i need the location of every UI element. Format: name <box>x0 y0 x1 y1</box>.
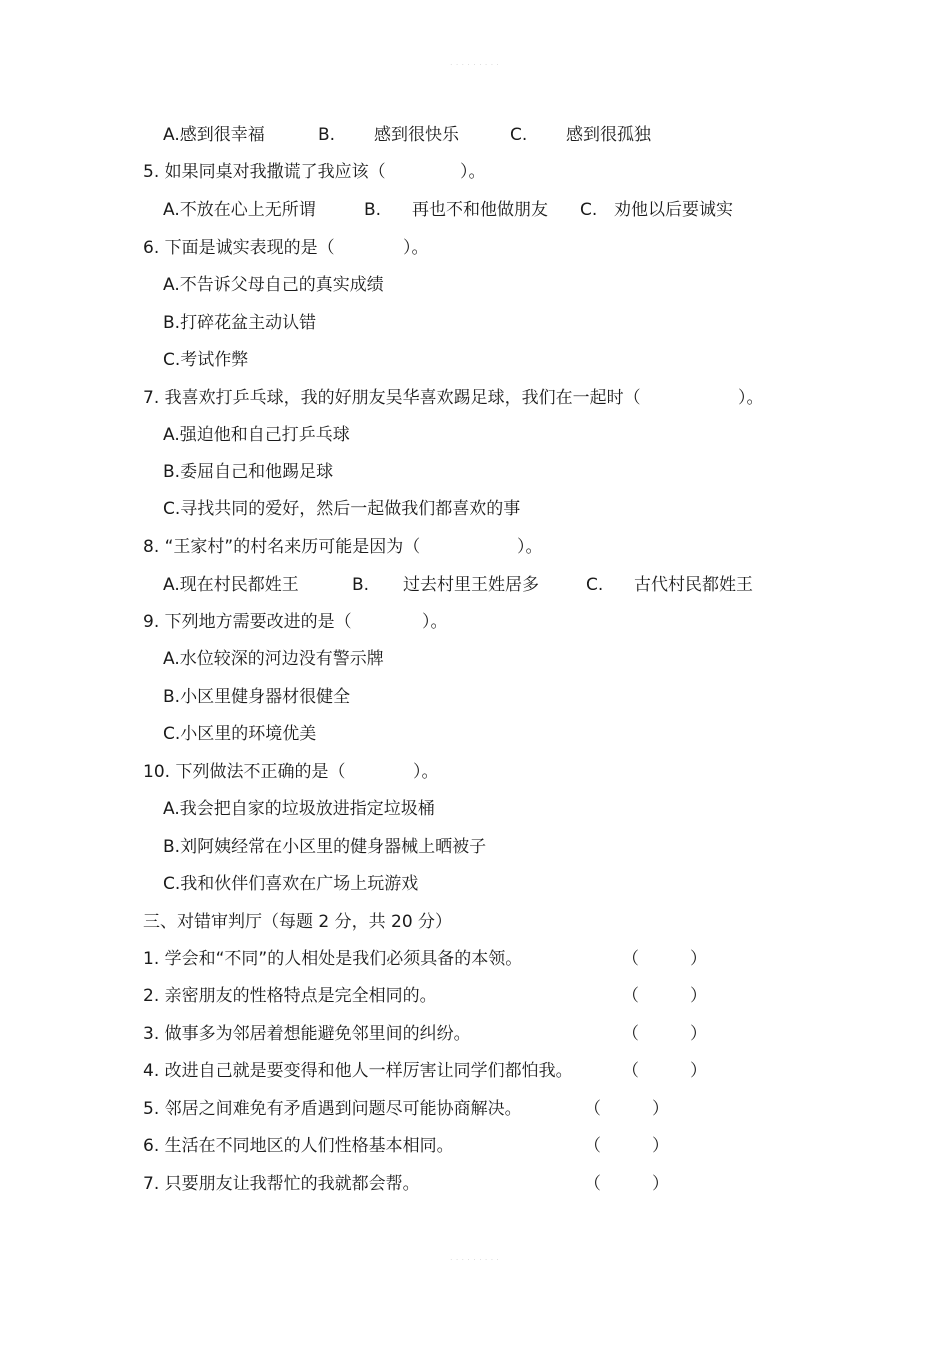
answer-blank-close: ）。 <box>413 762 439 782</box>
question-text: 7. 我喜欢打乒乓球，我的好朋友吴华喜欢踢足球，我们在一起时（ <box>143 388 641 408</box>
question-text: 6. 下面是诚实表现的是（ <box>143 238 335 258</box>
option-text: C.考试作弊 <box>163 350 249 370</box>
option-text: A.我会把自家的垃圾放进指定垃圾桶 <box>163 799 435 819</box>
answer-paren-open: （ <box>622 1061 639 1081</box>
option-b-letter: B. <box>318 125 336 145</box>
option-text: B.小区里健身器材很健全 <box>163 687 351 707</box>
option-b: 过去村里王姓居多 <box>403 575 539 595</box>
statement-text: 6. 生活在不同地区的人们性格基本相同。 <box>143 1136 454 1156</box>
option-c: 劝他以后要诚实 <box>614 200 733 220</box>
option-text: C.寻找共同的爱好，然后一起做我们都喜欢的事 <box>163 499 521 519</box>
statement-text: 1. 学会和“不同”的人相处是我们必须具备的本领。 <box>143 949 523 969</box>
page-bottom-marker: · · · · · · · · · <box>450 1257 500 1264</box>
answer-paren-open: （ <box>584 1136 601 1156</box>
statement-text: 7. 只要朋友让我帮忙的我就都会帮。 <box>143 1174 420 1194</box>
answer-paren-open: （ <box>622 949 639 969</box>
option-text: B.打碎花盆主动认错 <box>163 313 317 333</box>
option-c-letter: C. <box>580 200 598 220</box>
answer-paren-open: （ <box>622 1024 639 1044</box>
option-b-letter: B. <box>352 575 370 595</box>
answer-blank-close: ）。 <box>460 162 486 182</box>
question-text: 10. 下列做法不正确的是（ <box>143 762 346 782</box>
answer-paren-close: ） <box>652 1174 669 1194</box>
option-a: A.不放在心上无所谓 <box>163 200 316 220</box>
option-text: A.水位较深的河边没有警示牌 <box>163 649 384 669</box>
option-a: A.感到很幸福 <box>163 125 265 145</box>
question-text: 8. “王家村”的村名来历可能是因为（ <box>143 537 421 557</box>
option-text: A.不告诉父母自己的真实成绩 <box>163 275 384 295</box>
answer-paren-close: ） <box>652 1136 669 1156</box>
option-c: 古代村民都姓王 <box>634 575 753 595</box>
option-c: 感到很孤独 <box>566 125 651 145</box>
page-top-marker: · · · · · · · · · <box>450 62 500 69</box>
answer-paren-open: （ <box>584 1099 601 1119</box>
option-text: C.小区里的环境优美 <box>163 724 317 744</box>
answer-paren-close: ） <box>690 1024 707 1044</box>
answer-paren-open: （ <box>622 986 639 1006</box>
statement-text: 2. 亲密朋友的性格特点是完全相同的。 <box>143 986 437 1006</box>
question-text: 9. 下列地方需要改进的是（ <box>143 612 352 632</box>
answer-blank-close: ）。 <box>517 537 543 557</box>
option-a: A.现在村民都姓王 <box>163 575 299 595</box>
option-text: C.我和伙伴们喜欢在广场上玩游戏 <box>163 874 419 894</box>
answer-paren-close: ） <box>652 1099 669 1119</box>
answer-blank-close: ）。 <box>422 612 448 632</box>
answer-paren-close: ） <box>690 1061 707 1081</box>
answer-blank-close: ）。 <box>403 238 429 258</box>
answer-paren-close: ） <box>690 949 707 969</box>
question-text: 5. 如果同桌对我撒谎了我应该（ <box>143 162 386 182</box>
option-c-letter: C. <box>510 125 528 145</box>
option-b: 感到很快乐 <box>374 125 459 145</box>
option-c-letter: C. <box>586 575 604 595</box>
answer-paren-close: ） <box>690 986 707 1006</box>
option-b: 再也不和他做朋友 <box>412 200 548 220</box>
section-title: 三、对错审判厅（每题 2 分，共 20 分） <box>143 912 453 932</box>
statement-text: 5. 邻居之间难免有矛盾遇到问题尽可能协商解决。 <box>143 1099 522 1119</box>
answer-blank-close: ）。 <box>738 388 764 408</box>
statement-text: 4. 改进自己就是要变得和他人一样厉害让同学们都怕我。 <box>143 1061 573 1081</box>
answer-paren-open: （ <box>584 1174 601 1194</box>
option-text: B.刘阿姨经常在小区里的健身器械上晒被子 <box>163 837 487 857</box>
option-b-letter: B. <box>364 200 382 220</box>
statement-text: 3. 做事多为邻居着想能避免邻里间的纠纷。 <box>143 1024 471 1044</box>
option-text: B.委屈自己和他踢足球 <box>163 462 334 482</box>
option-text: A.强迫他和自己打乒乓球 <box>163 425 350 445</box>
